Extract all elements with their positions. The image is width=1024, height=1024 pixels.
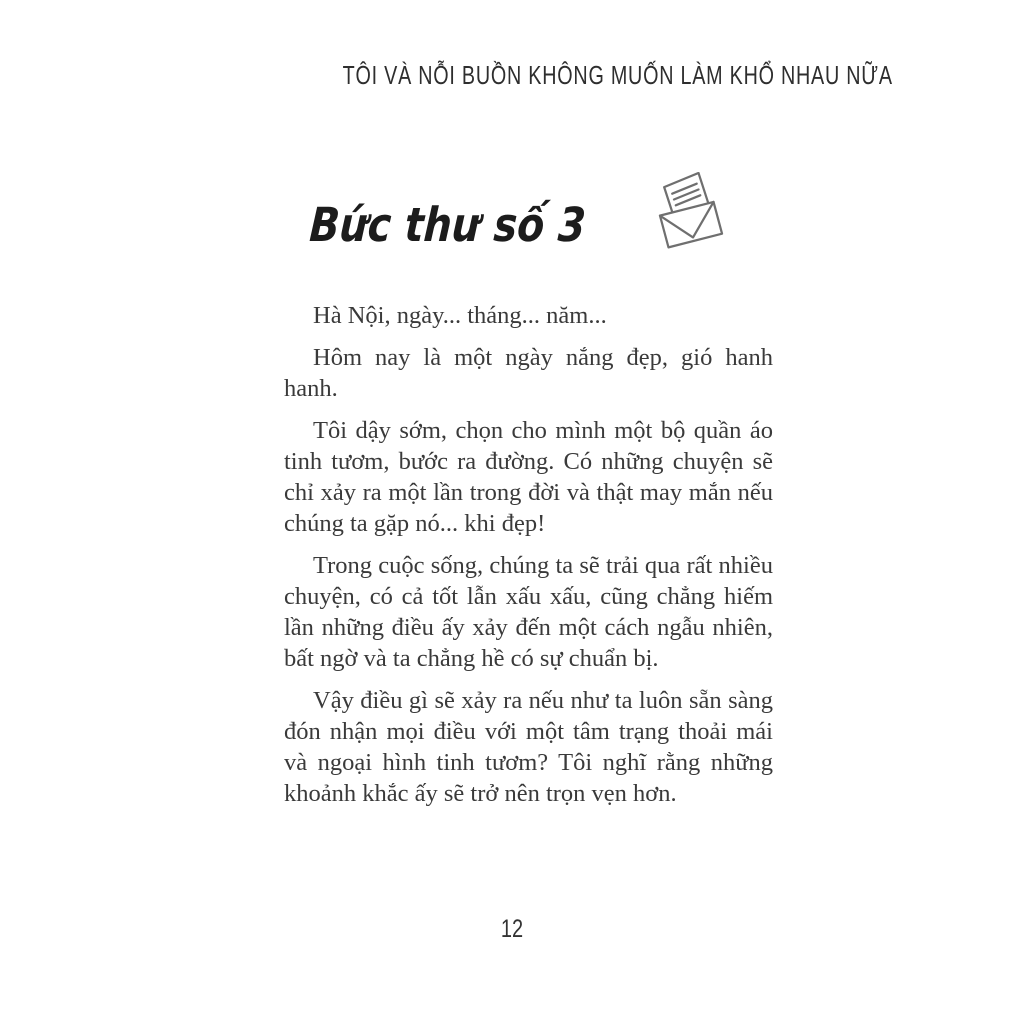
- paragraph-4: Vậy điều gì sẽ xảy ra nếu như ta luôn sẵn sàng đón nhận mọi điều với một tâm trạng thoải mái và ngoại hình tinh tươm? Tôi nghĩ rằng những khoảnh khắc ấy sẽ trở nên trọn vẹn hơn.: [284, 687, 773, 807]
- chapter-title: Bức thư số 3: [308, 198, 588, 253]
- letter-body: [284, 300, 773, 820]
- page-number: 12: [500, 915, 524, 943]
- chapter-header: [308, 172, 729, 258]
- open-envelope-with-letter-icon: [643, 172, 729, 258]
- paragraph-3: Trong cuộc sống, chúng ta sẽ trải qua rất nhiều chuyện, có cả tốt lẫn xấu xấu, cũng chẳng hiếm lần những điều ấy xảy đến một cách ngẫu nhiên, bất ngờ và ta chẳng hề có sự chuẩn bị.: [284, 552, 773, 672]
- paragraph-2: Tôi dậy sớm, chọn cho mình một bộ quần áo tinh tươm, bước ra đường. Có những chuyện sẽ chỉ xảy ra một lần trong đời và thật may mắn nếu chúng ta gặp nó... khi đẹp!: [284, 417, 773, 537]
- running-head: TÔI VÀ NỖI BUỒN KHÔNG MUỐN LÀM KHỔ NHAU NỮA: [342, 60, 893, 90]
- paragraph-dateline: Hà Nội, ngày... tháng... năm...: [313, 302, 607, 329]
- paragraph-1: Hôm nay là một ngày nắng đẹp, gió hanh hanh.: [284, 344, 773, 402]
